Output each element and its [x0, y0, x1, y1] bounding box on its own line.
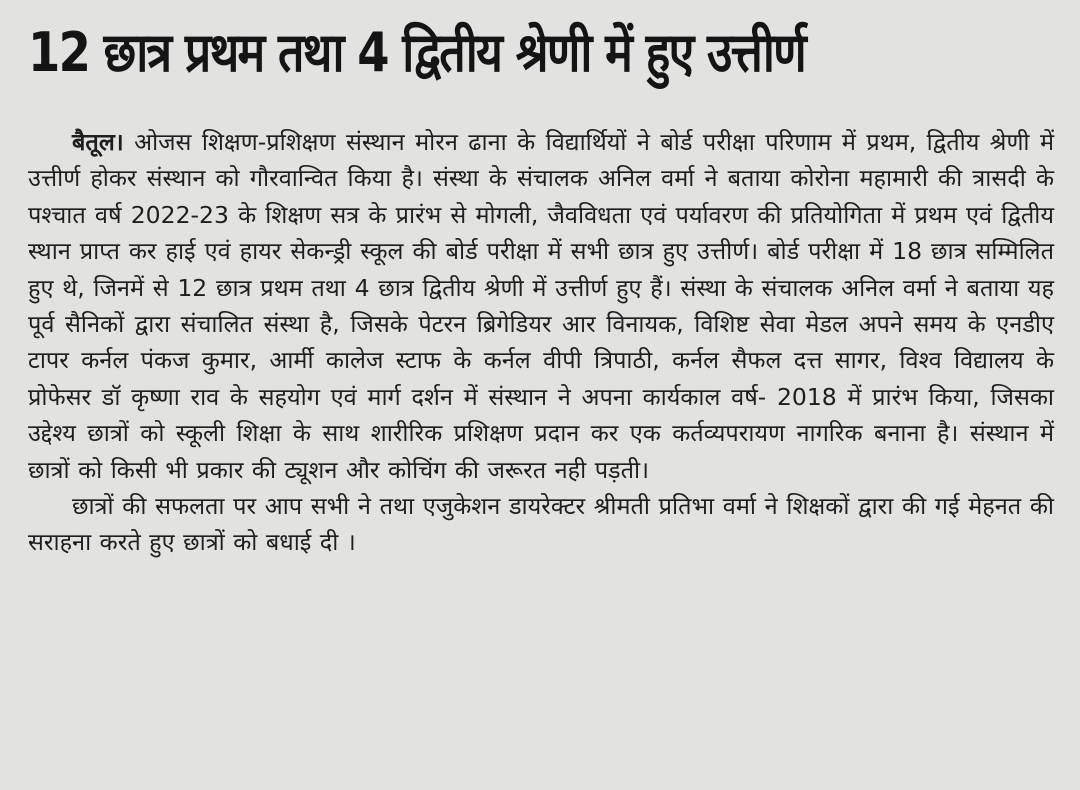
dateline: बैतूल। — [72, 128, 124, 156]
article-paragraph-1 — [28, 124, 1054, 488]
article-paragraph-2: छात्रों की सफलता पर आप सभी ने तथा एजुकेशन डायरेक्टर श्रीमती प्रतिभा वर्मा ने शिक्षकों द्वारा की गई मेहनत की सराहना करते हुए छात्रों को बधाई दी । — [28, 492, 1054, 557]
article-body — [28, 124, 1054, 561]
paragraph-1-text: ओजस शिक्षण-प्रशिक्षण संस्थान मोरन ढाना के विद्यार्थियों ने बोर्ड परीक्षा परिणाम में प्रथम, द्वितीय श्रेणी में उत्तीर्ण होकर संस्थान को गौरवान्वित किया है। संस्था के संचालक अनिल वर्मा ने बताया कोरोना महामारी की त्रासदी के पश्चात वर्ष 2022-23 के शिक्षण सत्र के प्रारंभ से मोगली, जैवविधता एवं पर्यावरण की प्रतियोगिता में प्रथम एवं द्वितीय स्थान प्राप्त कर हाई एवं हायर सेकन्ड्री स्कूल की बोर्ड परीक्षा में सभी छात्र हुए उत्तीर्ण। बोर्ड परीक्षा में 18 छात्र सम्मिलित हुए थे, जिनमें से 12 छात्र प्रथम तथा 4 छात्र द्वितीय श्रेणी में उत्तीर्ण हुए हैं। संस्था के संचालक अनिल वर्मा ने बताया यह पूर्व सैनिकों द्वारा संचालित संस्था है, जिसके पेटरन ब्रिगेडियर आर विनायक, विशिष्ट सेवा मेडल अपने समय के एनडीए टापर कर्नल पंकज कुमार, आर्मी कालेज स्टाफ के कर्नल वीपी त्रिपाठी, कर्नल सैफल दत्त सागर, विश्व विद्यालय के प्रोफेसर डॉ कृष्णा राव के सहयोग एवं मार्ग दर्शन में संस्थान ने अपना कार्यकाल वर्ष- 2018 में प्रारंभ किया, जिसका उद्देश्य छात्रों को स्कूली शिक्षा के साथ शारीरिक प्रशिक्षण प्रदान कर एक कर्तव्यपरायण नागरिक बनाना है। संस्थान में छात्रों को किसी भी प्रकार की ट्यूशन और कोचिंग की जरूरत नही पड़ती। — [28, 128, 1054, 484]
article-headline: 12 छात्र प्रथम तथा 4 द्वितीय श्रेणी में हुए उत्तीर्ण — [28, 21, 806, 84]
